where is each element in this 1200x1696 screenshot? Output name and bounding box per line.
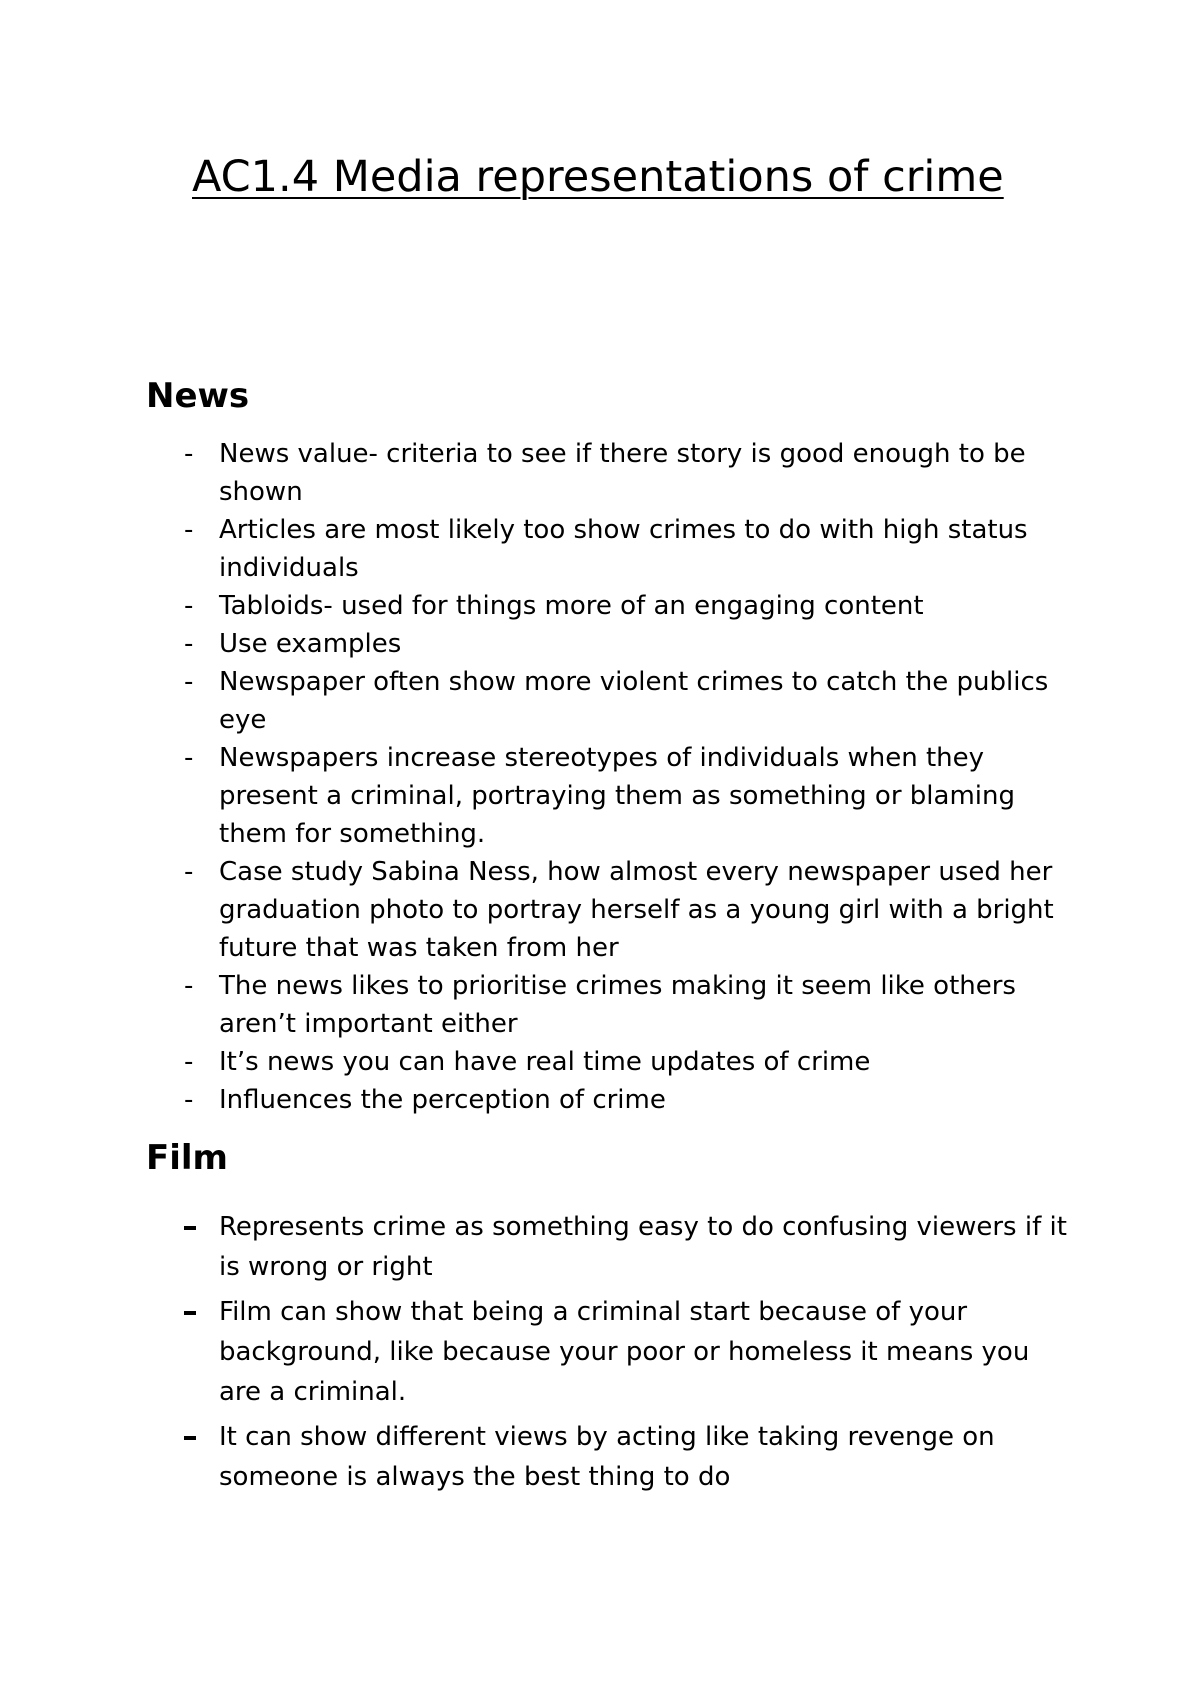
list-item: - Influences the perception of crime [146,1081,1076,1119]
list-item: - Newspaper often show more violent crimes to catch the publics eye [146,663,1076,739]
list-item: - Use examples [146,625,1076,663]
list-item: - Newspapers increase stereotypes of individuals when they present a criminal, portraying them as something or blaming them for something. [146,739,1076,853]
list-item: - Articles are most likely too show crimes to do with high status individuals [146,511,1076,587]
list-item: - It’s news you can have real time updates of crime [146,1043,1076,1081]
list-item: It can show different views by acting like taking revenge on someone is always the best thing to do [146,1417,1076,1497]
list-item: - The news likes to prioritise crimes making it seem like others aren’t important either [146,967,1076,1043]
section-heading-film: Film [146,1138,228,1178]
list-item: Represents crime as something easy to do confusing viewers if it is wrong or right [146,1207,1076,1287]
section-heading-news: News [146,376,250,416]
list-item: - Tabloids- used for things more of an engaging content [146,587,1076,625]
document-title: AC1.4 Media representations of crime [192,152,1004,202]
list-item: Film can show that being a criminal start because of your background, like because your poor or homeless it means you are a criminal. [146,1292,1076,1412]
news-bullet-list [146,435,1076,1119]
list-item: - Case study Sabina Ness, how almost every newspaper used her graduation photo to portray herself as a young girl with a bright future that was taken from her [146,853,1076,967]
list-item: - News value- criteria to see if there story is good enough to be shown [146,435,1076,511]
film-bullet-list [146,1207,1076,1502]
